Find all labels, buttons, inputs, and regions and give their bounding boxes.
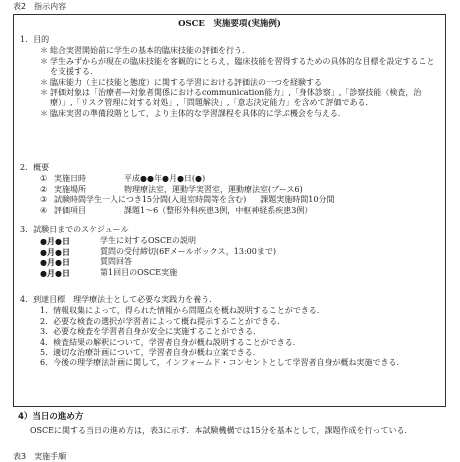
overview-section xyxy=(20,163,439,216)
schedule-item: ●月●日 質問の受付締切(6Fメールボックス，13:00まで) xyxy=(40,246,276,257)
targets-heading: 4．到達目標 理学療法士として必要な実践力を養う． xyxy=(20,295,218,304)
target-item: 1．情報収集によって，得られた情報から問題点を概ね説明することができる． xyxy=(40,306,325,316)
overview-item: ② 実施場所 物理療法室，運動学実習室，運動療法室(ブース6) xyxy=(40,184,303,194)
goal-item: ＊ 臨床能力（主に技能と態度）に関する学習における評価法の一つを経験する xyxy=(40,77,322,87)
table-caption-bottom: 表3 実施手順 xyxy=(13,452,67,461)
targets-section xyxy=(20,295,439,369)
target-item: 5．適切な治療計画について，学習者自身が概ね立案できる． xyxy=(40,347,261,357)
schedule-item: ●月●日 第1回目のOSCE実施 xyxy=(40,267,178,278)
overview-item: ① 実施日時 平成●●年●月●日(●) xyxy=(40,174,206,184)
target-item: 3．必要な検査を学習者自身が安全に実施することができる． xyxy=(40,327,262,337)
overview-item: ④ 評価項目 課題1～6（整形外科疾患3例，中枢神経系疾患3例） xyxy=(40,205,313,215)
goal-item: ＊ 臨床実習の準備段階として，より主体的な学習課程を具体的に学ぶ機会を与える． xyxy=(40,108,346,118)
schedule-heading: 3．試験日までのスケジュール xyxy=(20,225,129,234)
goal-item: ＊ 学生みずからが現在の臨床技能を客観的にとらえ，臨床技能を習得するための具体的な目標を設定することを支援する． xyxy=(40,56,435,77)
goal-item: ＊ 総合実習開始前に学生の基本的臨床技能の評価を行う． xyxy=(40,46,250,56)
target-item: 6．今後の理学療法計画に関して，インフォームド・コンセントとして学習者自身が概ね実施できる． xyxy=(40,358,405,368)
instruction-frame xyxy=(13,14,446,407)
schedule-item: ●月●日 学生に対するOSCEの説明 xyxy=(40,236,196,247)
section-title: 4）当日の進め方 xyxy=(18,412,84,422)
schedule-item: ●月●日 質問回答 xyxy=(40,257,132,268)
goals-section xyxy=(20,35,439,119)
goals-heading: 1．目的 xyxy=(20,35,50,44)
schedule-section xyxy=(20,225,439,278)
overview-heading: 2．概要 xyxy=(20,163,50,172)
frame-title: OSCE 実施要項(実施例) xyxy=(178,19,281,29)
overview-item: ③ 試験時間学生一人につき15分間(入退室時間等を含む) 課題実施時間10分間 xyxy=(40,195,335,205)
body-paragraph: OSCEに関する当日の進め方は，表3に示す．本試験機構では15分を基本として，課題作成を行っている． xyxy=(30,426,413,435)
target-item: 2．必要な検査の選択が学習者によって概ね提示することができる． xyxy=(40,316,286,326)
table-caption-top: 表2 指示内容 xyxy=(13,2,67,11)
goal-item: ＊ 評価対象は「治療者―対象者関係におけるcommunication能力」,「身体診察」,「診察技能（検査，治療）」,「リスク管理に対する対処」,「問題解決」,「意志決定能力」を含めて評価である． xyxy=(40,87,422,108)
target-item: 4．検査結果の解釈について，学習者自身が概ね説明することができる． xyxy=(40,337,301,347)
